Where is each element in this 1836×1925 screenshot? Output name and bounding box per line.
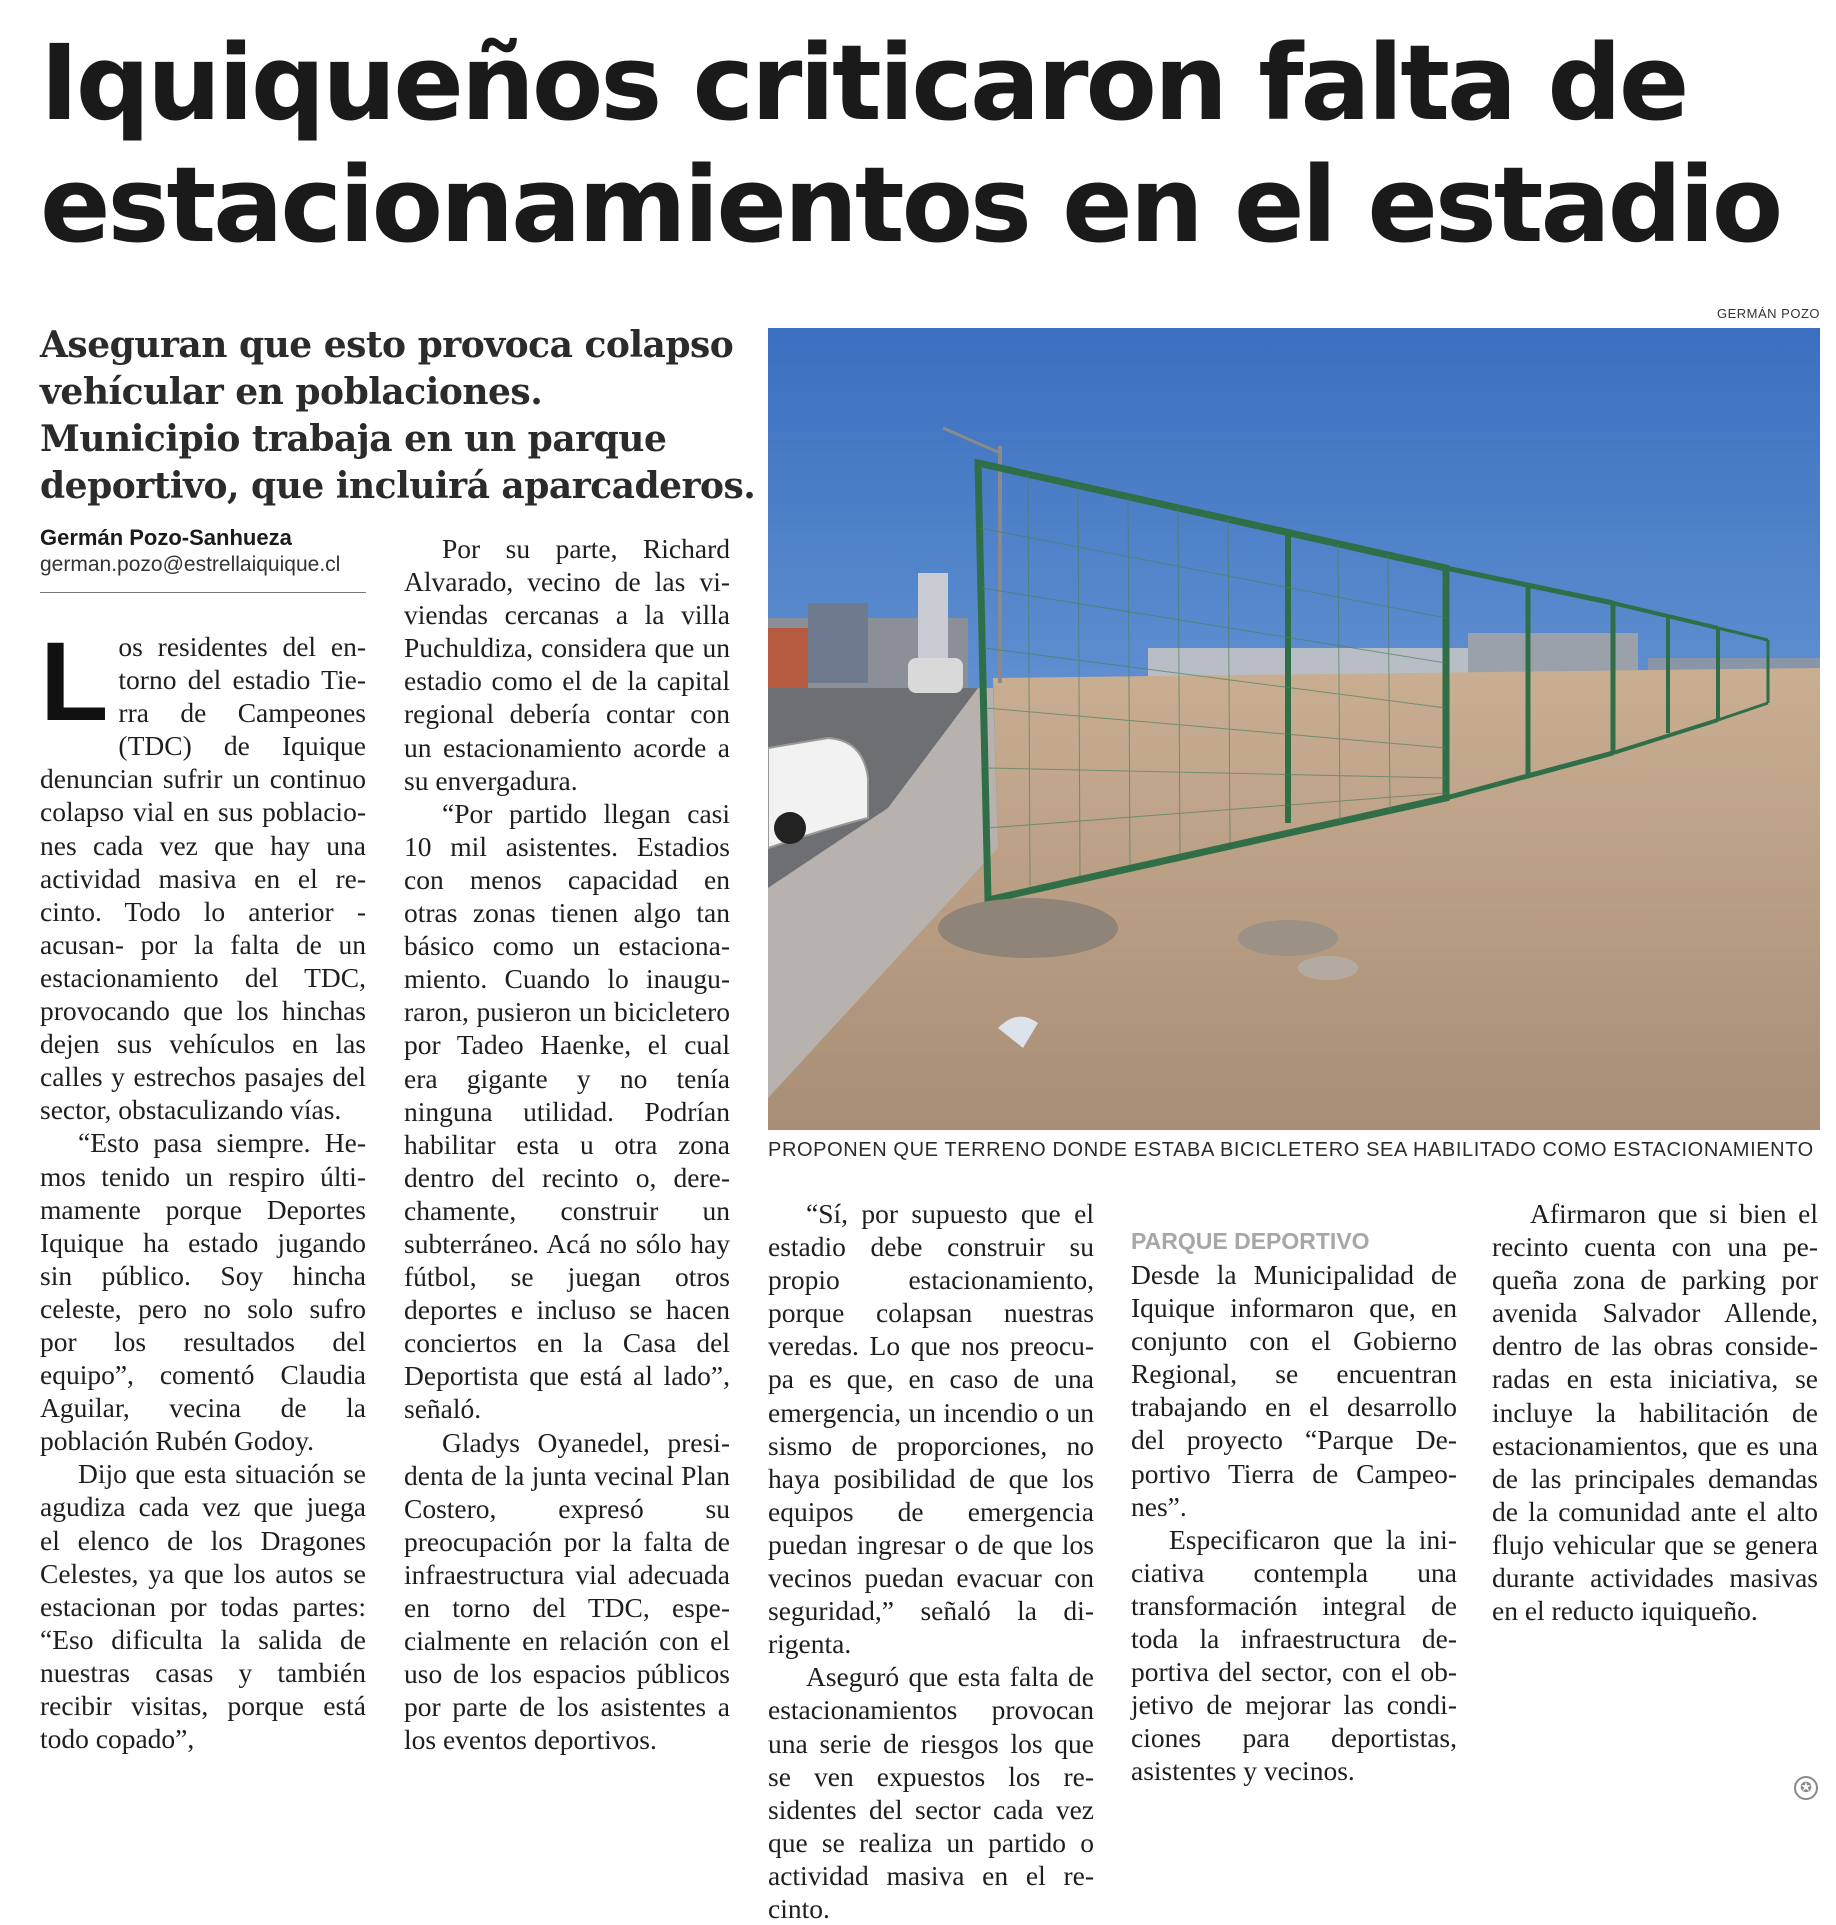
deck xyxy=(40,322,760,510)
deck-line-3: Municipio trabaja en un parque xyxy=(40,418,667,460)
byline-divider xyxy=(40,592,366,593)
paragraph-text: os residentes del entorno del estadio Tierra de Campeones (TDC) de Iquique denuncian sufrir un continuo colapso vial en sus poblaciones cada vez que hay una actividad masiva en el recinto. Todo lo anterior -acusan- por la falta de un estacionamiento del TDC, provocando que los hinchas dejen sus vehículos en las calles y estrechos pasajes del sector, obstaculizando vías. xyxy=(40,631,366,1126)
body-column-3 xyxy=(768,1197,1094,1925)
author-email[interactable]: german.pozo@estrellaiquique.cl xyxy=(40,553,341,576)
stadium-lot-illustration xyxy=(768,328,1820,1130)
end-mark-icon: ✪ xyxy=(1794,1776,1818,1800)
drop-cap: L xyxy=(40,619,109,744)
byline xyxy=(40,524,370,578)
paragraph: Dijo que esta situación se agudiza cada vez que juega el elenco de los Dragones Celestes, ya que los autos se estacionan por todas partes: “Eso dificulta la salida de nuestras casas y también recibir visitas, porque está todo copado”, xyxy=(40,1458,366,1755)
deck-line-4: deportivo, que incluirá aparcaderos. xyxy=(40,465,756,507)
deck-line-1: Aseguran que esto provoca colapso xyxy=(40,324,734,366)
paragraph: Desde la Municipalidad de Iquique informaron que, en conjunto con el Gobierno Regional, se encuentran trabajando en el desarrollo del proyecto “Parque Deportivo Tierra de Campeones”. xyxy=(1131,1259,1457,1522)
deck-line-2: vehícular en poblaciones. xyxy=(40,371,543,413)
headline xyxy=(40,22,1820,266)
paragraph: Aseguró que esta falta de estacionamientos provocan una serie de riesgos los que se ven expuestos los residentes del sector cada vez que se realiza un partido o actividad masiva en el recinto. xyxy=(768,1661,1094,1924)
author-name: Germán Pozo-Sanhueza xyxy=(40,525,292,550)
article-photo xyxy=(768,328,1820,1130)
body-column-4 xyxy=(1131,1197,1457,1788)
paragraph: Por su parte, Richard Alvarado, vecino de las viviendas cercanas a la villa Puchuldiza, considera que un estadio como el de la capital regional debería contar con un estacionamiento acorde a su envergadura. xyxy=(404,533,730,796)
paragraph: “Sí, por supuesto que el estadio debe construir su propio estacionamiento, porque colapsan nuestras veredas. Lo que nos preocupa es que, en caso de una emergencia, un incendio o un sismo de proporciones, no haya posibilidad de que los equipos de emergencia puedan ingresar o de que los vecinos puedan evacuar con seguridad,” señaló la dirigenta. xyxy=(768,1198,1094,1660)
paragraph: Especificaron que la iniciativa contempla una transformación integral de toda la infraestructura deportiva del sector, con el objetivo de mejorar las condiciones para deportistas, asistentes y vecinos. xyxy=(1131,1523,1457,1787)
body-column-1 xyxy=(40,619,366,1755)
paragraph: Gladys Oyanedel, presidenta de la junta vecinal Plan Costero, expresó su preocupación por la falta de infraestructura vial adecuada en torno del TDC, especialmente en relación con el uso de los espacios públicos por parte de los asistentes a los eventos deportivos. xyxy=(404,1426,730,1756)
paragraph: “Por partido llegan casi 10 mil asistentes. Estadios con menos capacidad en otras zonas tienen algo tan básico como un estacionamiento. Cuando lo inauguraron, pusieron un bicicletero por Tadeo Haenke, el cual era gigante y no tenía ninguna utilidad. Podrían habilitar esta u otra zona dentro del recinto o, derechamente, construir un subterráneo. Acá no sólo hay fútbol, se juegan otros deportes e incluso se hacen conciertos en la Casa del Deportista que está al lado”, señaló. xyxy=(404,797,730,1425)
body-column-5 xyxy=(1492,1197,1818,1627)
paragraph xyxy=(40,619,366,1126)
body-column-2 xyxy=(404,532,730,1756)
section-subhead: PARQUE DEPORTIVO xyxy=(1131,1228,1370,1254)
photo-caption: PROPONEN QUE TERRENO DONDE ESTABA BICICLETERO SEA HABILITADO COMO ESTACIONAMIENTO xyxy=(768,1139,1814,1161)
headline-line-2: estacionamientos en el estadio xyxy=(40,144,1781,266)
paragraph: “Esto pasa siempre. Hemos tenido un respiro últimamente porque Deportes Iquique ha estado jugando sin público. Soy hincha celeste, pero no solo sufro por los resultados del equipo”, comentó Claudia Aguilar, vecina de la población Rubén Godoy. xyxy=(40,1127,366,1457)
paragraph: Afirmaron que si bien el recinto cuenta con una pequeña zona de parking por avenida Salvador Allende, dentro de las obras consideradas en esta iniciativa, se incluye la habilitación de estacionamientos, que es una de las principales demandas de la comunidad ante el alto flujo vehicular que se genera durante actividades masivas en el reducto iquiqueño. xyxy=(1492,1198,1818,1627)
headline-line-1: Iquiqueños criticaron falta de xyxy=(40,22,1687,144)
photo-credit: GERMÁN POZO xyxy=(1716,306,1820,321)
